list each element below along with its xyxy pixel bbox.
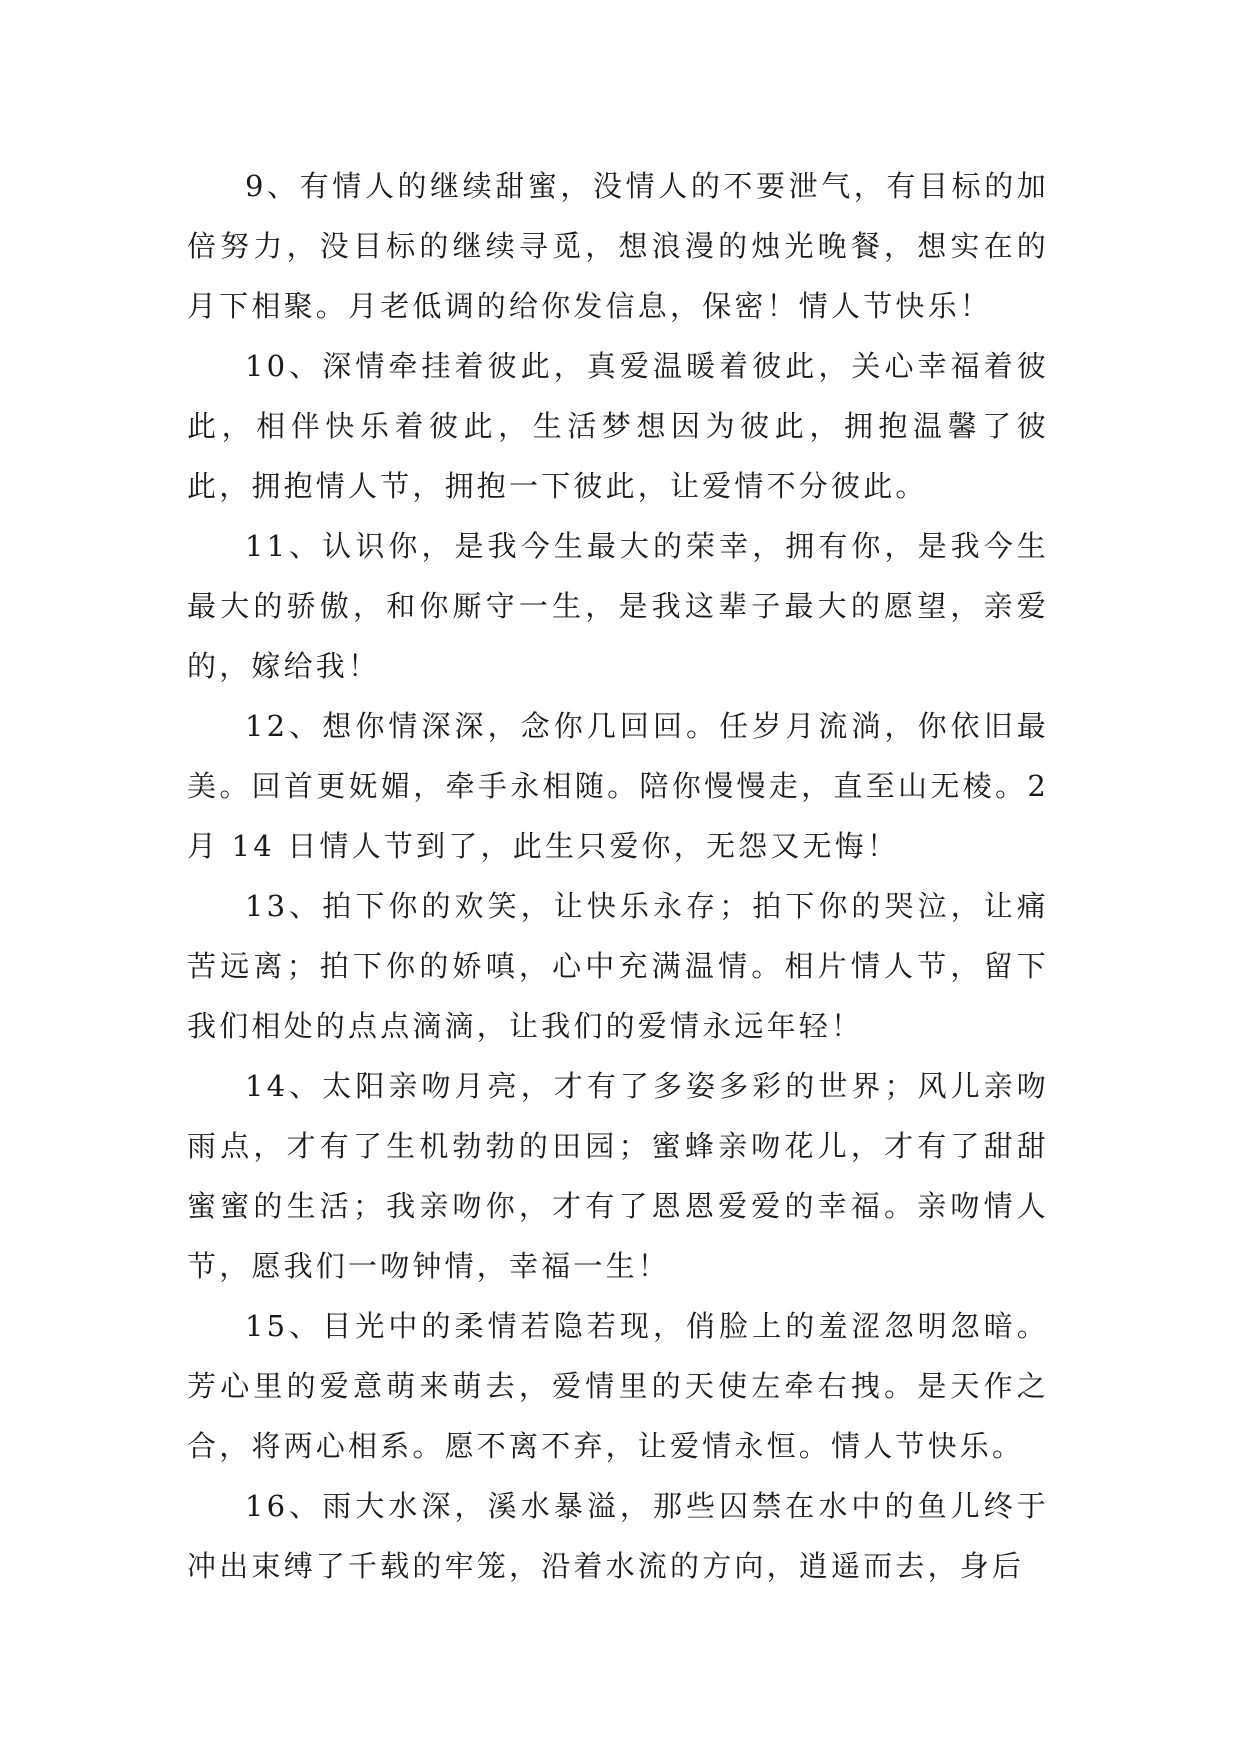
paragraph-13: 13、拍下你的欢笑，让快乐永存；拍下你的哭泣，让痛苦远离；拍下你的娇嗔，心中充满温情。相片情人节，留下我们相处的点点滴滴，让我们的爱情永远年轻！ — [187, 889, 1049, 1043]
document-body — [187, 156, 1049, 1596]
paragraph-9: 9、有情人的继续甜蜜，没情人的不要泄气，有目标的加倍努力，没目标的继续寻觅，想浪漫的烛光晚餐，想实在的月下相聚。月老低调的给你发信息，保密！情人节快乐！ — [187, 169, 1049, 323]
paragraph-10: 10、深情牵挂着彼此，真爱温暖着彼此，关心幸福着彼此，相伴快乐着彼此，生活梦想因为彼此，拥抱温馨了彼此，拥抱情人节，拥抱一下彼此，让爱情不分彼此。 — [187, 349, 1049, 503]
paragraph-15: 15、目光中的柔情若隐若现，俏脸上的羞涩忽明忽暗。芳心里的爱意萌来萌去，爱情里的天使左牵右拽。是天作之合，将两心相系。愿不离不弃，让爱情永恒。情人节快乐。 — [187, 1309, 1049, 1463]
paragraph-12: 12、想你情深深，念你几回回。任岁月流淌，你依旧最美。回首更妩媚，牵手永相随。陪你慢慢走，直至山无棱。2 月 14 日情人节到了，此生只爱你，无怨又无悔！ — [187, 709, 1049, 863]
paragraph-11: 11、认识你，是我今生最大的荣幸，拥有你，是我今生最大的骄傲，和你厮守一生，是我这辈子最大的愿望，亲爱的，嫁给我！ — [187, 529, 1049, 683]
paragraph-14: 14、太阳亲吻月亮，才有了多姿多彩的世界；风儿亲吻雨点，才有了生机勃勃的田园；蜜蜂亲吻花儿，才有了甜甜蜜蜜的生活；我亲吻你，才有了恩恩爱爱的幸福。亲吻情人节，愿我们一吻钟情，幸福一生！ — [187, 1069, 1049, 1283]
paragraph-16: 16、雨大水深，溪水暴溢，那些囚禁在水中的鱼儿终于冲出束缚了千载的牢笼，沿着水流的方向，逍遥而去，身后 — [187, 1489, 1049, 1583]
